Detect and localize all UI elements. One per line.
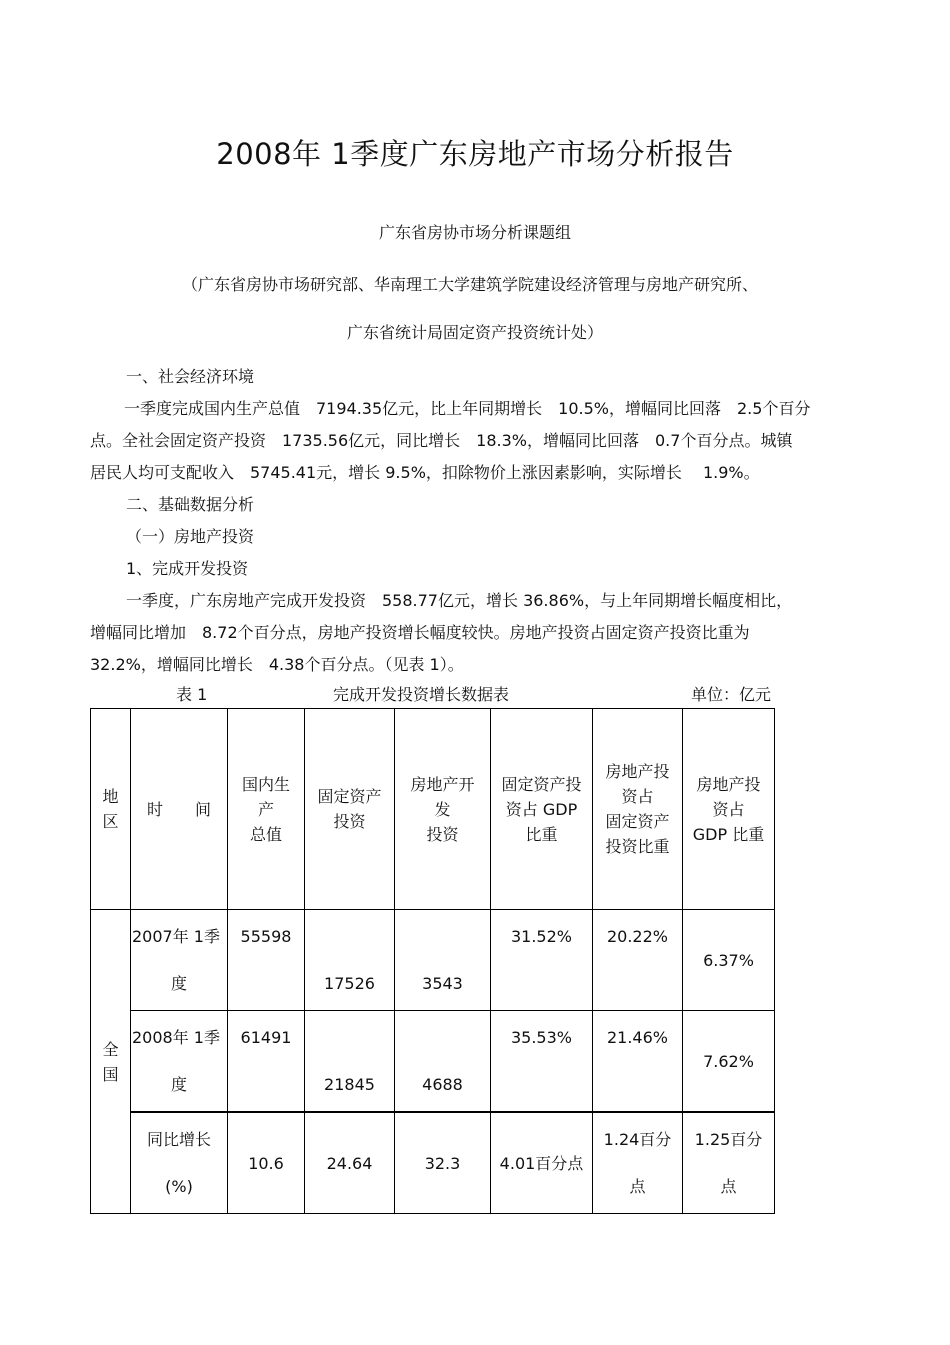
cell-realestate: 32.3 <box>395 1112 491 1214</box>
author-line: 广东省房协市场分析课题组 <box>378 223 571 242</box>
table-row <box>91 1112 775 1214</box>
subsection-heading: （一）房地产投资 <box>126 527 255 546</box>
cell-re-gdp: 6.37% <box>683 910 775 1011</box>
paragraph-line: 一季度，广东房地产完成开发投资 558.77亿元，增长 36.86%，与上年同期增长幅度相比， <box>126 591 793 610</box>
cell-re-fixed: 21.46% <box>593 1011 683 1113</box>
cell-fixed-gdp: 31.52% <box>491 910 593 1011</box>
cell-gdp: 55598 <box>228 910 305 1011</box>
data-table <box>90 708 775 1214</box>
table-label: 表 1 <box>176 685 208 704</box>
section-heading-2: 二、基础数据分析 <box>126 495 255 514</box>
cell-fixed: 17526 <box>305 910 395 1011</box>
cell-fixed: 24.64 <box>305 1112 395 1214</box>
header-region: 地区 <box>91 709 131 910</box>
header-realestate-gdp-ratio: 房地产投 资占 GDP 比重 <box>683 709 775 910</box>
item-heading: 1、完成开发投资 <box>126 559 249 578</box>
table-header-row <box>91 709 775 910</box>
header-realestate-fixed-ratio: 房地产投 资占 固定资产 投资比重 <box>593 709 683 910</box>
cell-re-fixed: 1.24百分 点 <box>593 1112 683 1214</box>
table-row <box>91 1011 775 1113</box>
header-fixed-gdp-ratio: 固定资产投 资占 GDP 比重 <box>491 709 593 910</box>
header-time: 时 间 <box>131 709 228 910</box>
cell-realestate: 4688 <box>395 1011 491 1113</box>
header-fixed-investment: 固定资产 投资 <box>305 709 395 910</box>
cell-gdp: 61491 <box>228 1011 305 1113</box>
paragraph-line: 点。全社会固定资产投资 1735.56亿元，同比增长 18.3%，增幅同比回落 0.7个百分点。城镇 <box>90 431 793 450</box>
header-gdp: 国内生 产 总值 <box>228 709 305 910</box>
cell-re-gdp: 7.62% <box>683 1011 775 1113</box>
cell-time: 同比增长 (%) <box>131 1112 228 1214</box>
page-title: 2008年 1季度广东房地产市场分析报告 <box>216 137 734 171</box>
paragraph-line: 居民人均可支配收入 5745.41元，增长 9.5%，扣除物价上涨因素影响，实际增长 1.9%。 <box>90 463 760 482</box>
cell-fixed: 21845 <box>305 1011 395 1113</box>
paragraph-line: 一季度完成国内生产总值 7194.35亿元，比上年同期增长 10.5%，增幅同比回落 2.5个百分 <box>124 399 811 418</box>
cell-re-gdp: 1.25百分 点 <box>683 1112 775 1214</box>
cell-time: 2007年 1季 度 <box>131 910 228 1011</box>
paragraph-line: 增幅同比增加 8.72个百分点，房地产投资增长幅度较快。房地产投资占固定资产投资比重为 <box>90 623 750 642</box>
cell-region: 全国 <box>91 910 131 1214</box>
cell-fixed-gdp: 35.53% <box>491 1011 593 1113</box>
cell-time: 2008年 1季 度 <box>131 1011 228 1113</box>
cell-fixed-gdp: 4.01百分点 <box>491 1112 593 1214</box>
table-row <box>91 910 775 1011</box>
affiliation-line-1: （广东省房协市场研究部、华南理工大学建筑学院建设经济管理与房地产研究所、 <box>181 275 758 294</box>
cell-re-fixed: 20.22% <box>593 910 683 1011</box>
affiliation-line-2: 广东省统计局固定资产投资统计处） <box>346 323 603 342</box>
paragraph-line: 32.2%，增幅同比增长 4.38个百分点。（见表 1）。 <box>90 655 464 674</box>
table-unit: 单位：亿元 <box>691 685 772 704</box>
table-caption: 完成开发投资增长数据表 <box>333 685 510 704</box>
cell-realestate: 3543 <box>395 910 491 1011</box>
cell-gdp: 10.6 <box>228 1112 305 1214</box>
section-heading-1: 一、社会经济环境 <box>126 367 255 386</box>
header-realestate-investment: 房地产开 发 投资 <box>395 709 491 910</box>
